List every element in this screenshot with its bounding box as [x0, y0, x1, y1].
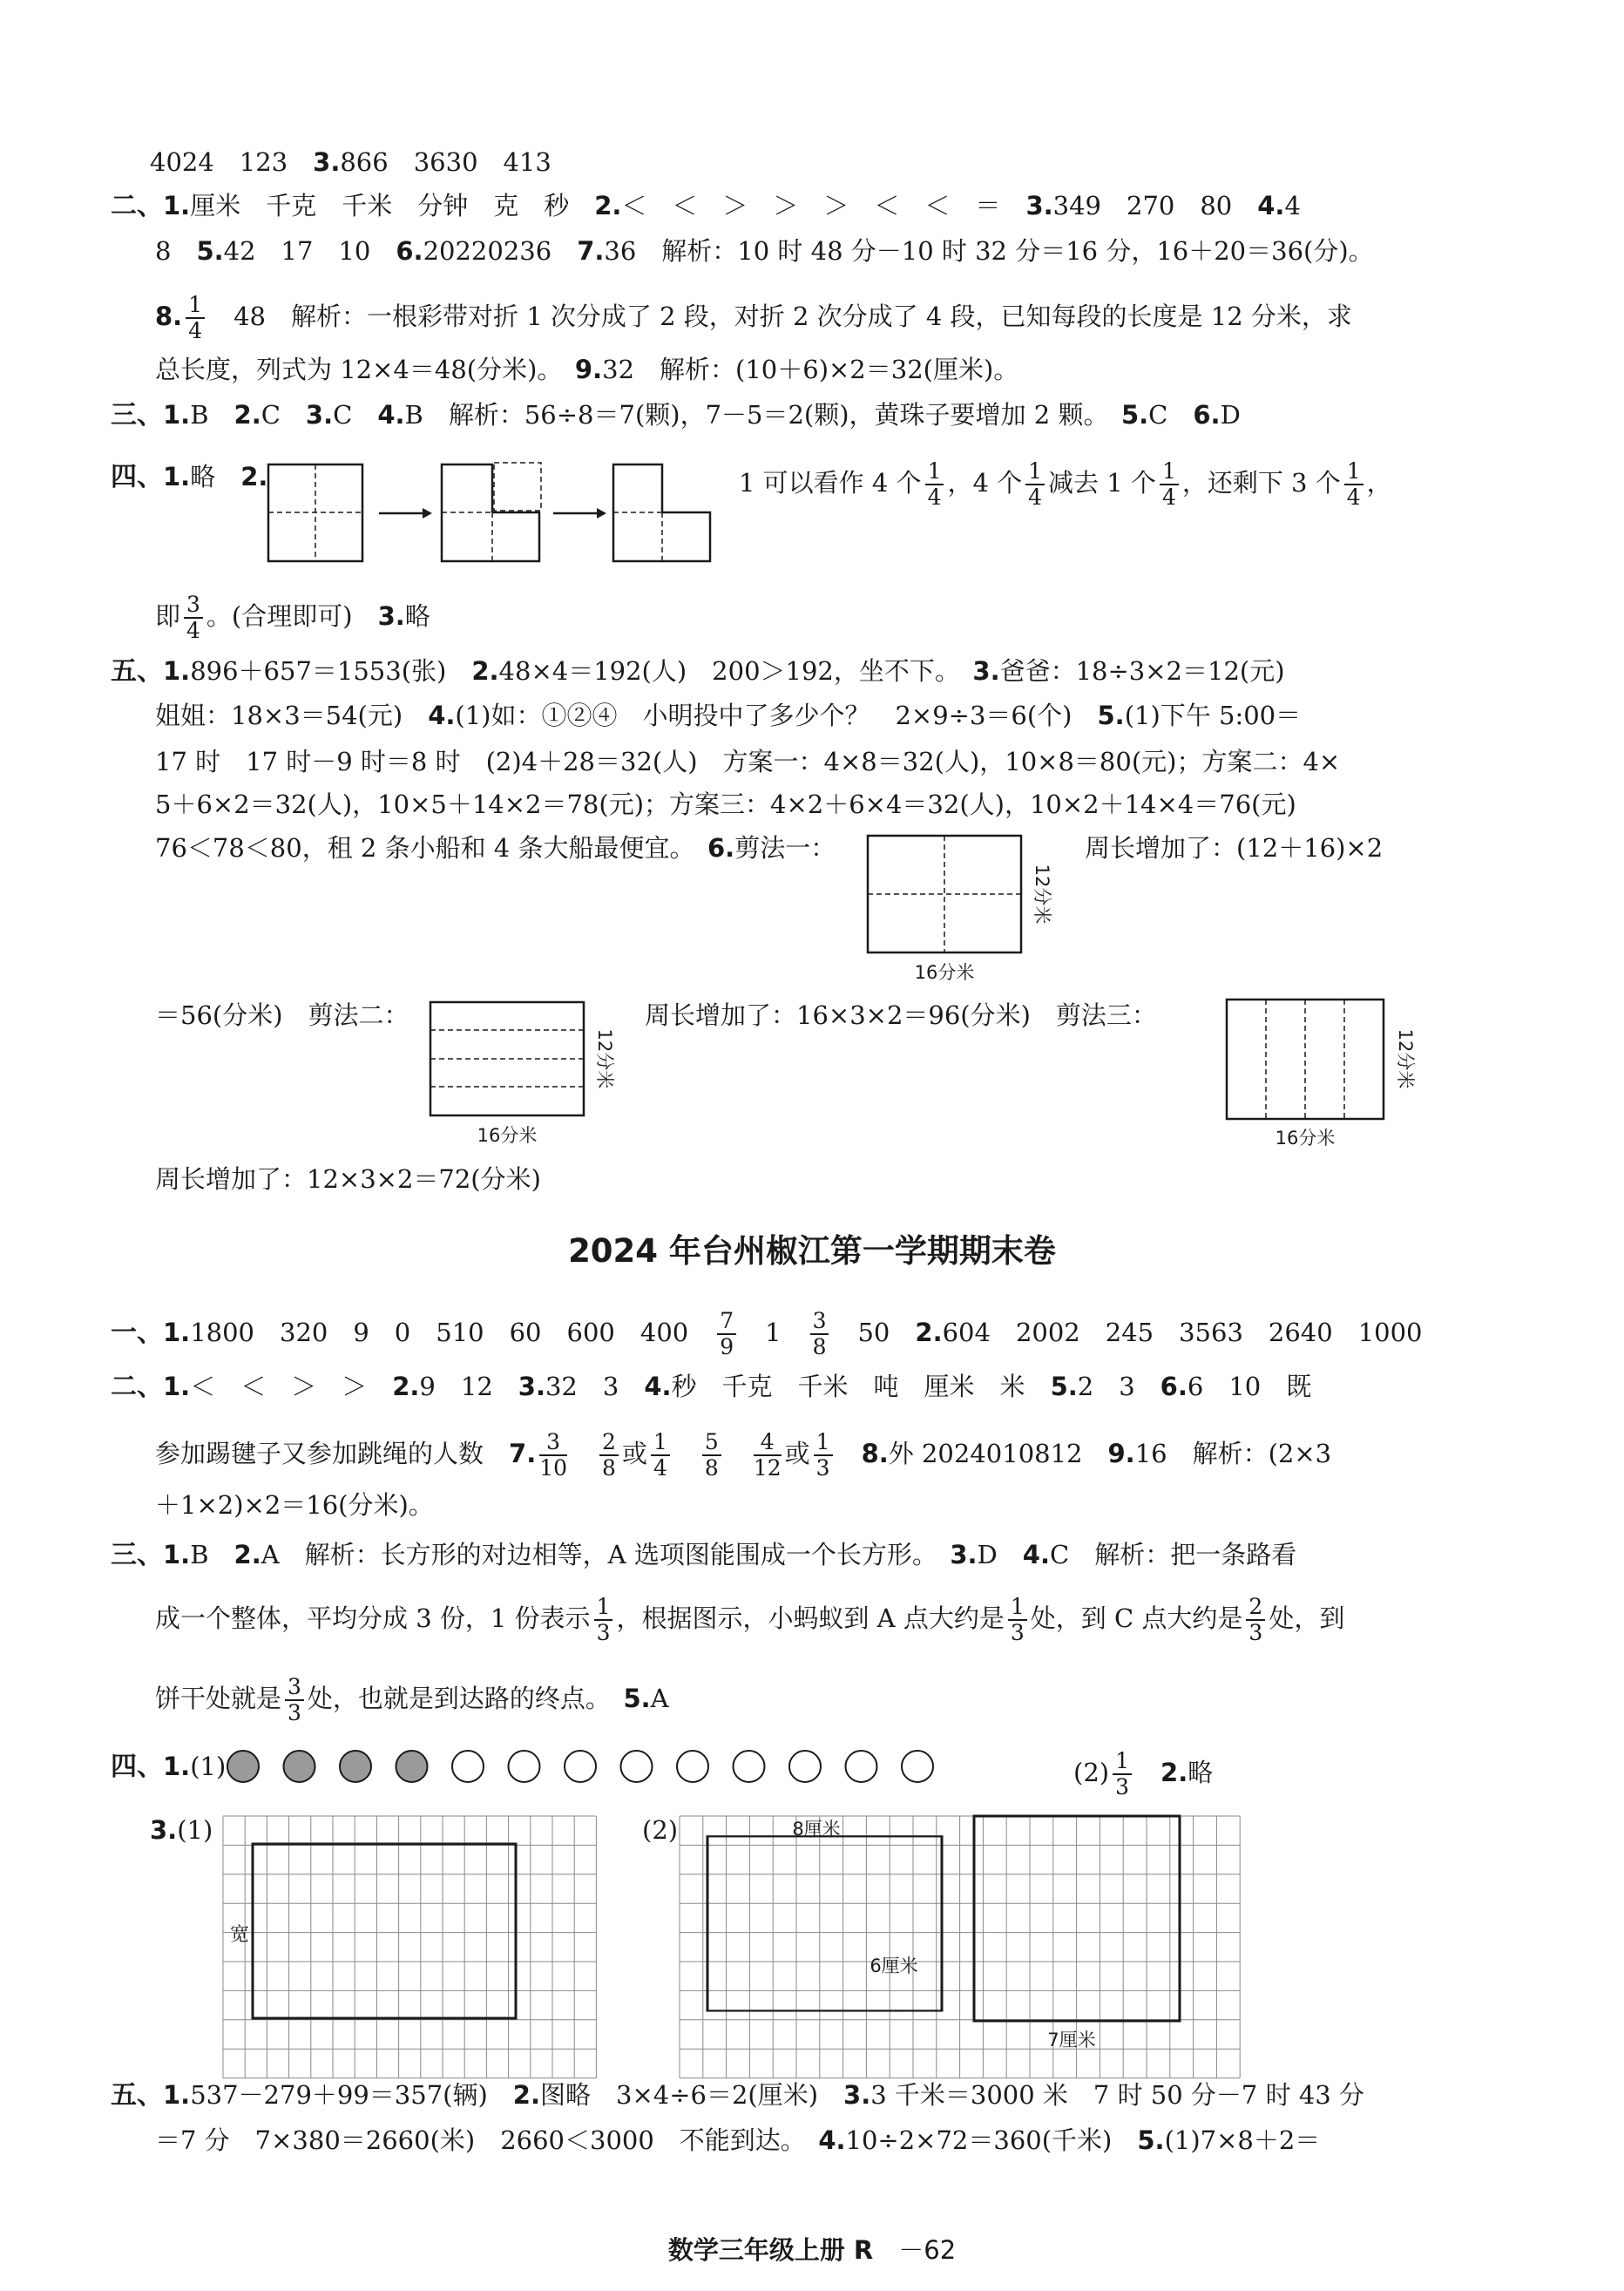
shaded-circle — [227, 1751, 259, 1782]
p2-section-2-line-2: 参加踢毽子又参加跳绳的人数 7. $\frac{3}{10}$ $\frac{2}{8}$ 或 $\frac{1}{4}$ $\frac{5}{8}$ $\frac{4}{12}$ 或 $\frac{1}{3}$ 8.外 2024010812 9.16 解析：(2×3 — [155, 1429, 1332, 1481]
shaded-circle — [340, 1751, 371, 1782]
fraction-square-diagram — [266, 462, 719, 566]
section-5-method-1-result: 周长增加了：(12＋16)×2 — [1085, 833, 1384, 863]
section-5-line-6a: ＝56(分米) 剪法二： — [155, 1000, 409, 1030]
width-label: 16分米 — [477, 1125, 538, 1146]
shaded-circle — [284, 1751, 315, 1782]
fraction: $\frac{2}{3}$ — [1246, 1595, 1265, 1645]
cut-method-2-diagram — [427, 999, 636, 1156]
fraction: $\frac{1}{4}$ — [1344, 459, 1363, 510]
p2-section-4-part-2: (2) $\frac{1}{3}$ 2.略 — [1073, 1748, 1214, 1800]
fraction: $\frac{3}{8}$ — [810, 1309, 829, 1359]
empty-circle — [509, 1751, 540, 1782]
fraction: $\frac{2}{8}$ — [599, 1430, 619, 1481]
empty-circle — [621, 1751, 653, 1782]
empty-circle — [565, 1751, 596, 1782]
empty-circle — [789, 1751, 821, 1782]
arrow-1 — [379, 508, 432, 519]
section-4-line-1: 四、1.略 2. — [111, 462, 268, 492]
p2-section-2-line-3: ＋1×2)×2＝16(分米)。 — [155, 1490, 434, 1520]
width-label: 宽 — [229, 1924, 250, 1946]
fraction: $\frac{1}{4}$ — [186, 293, 205, 343]
p2-section-3-line-3: 饼干处就是 $\frac{3}{3}$ 处，也就是到达路的终点。 5.A — [155, 1674, 669, 1725]
length-label-6cm: 6厘米 — [870, 1955, 918, 1976]
section-5-line-2: 姐姐：18×3＝54(元) 4.(1)如：①②④ 小明投中了多少个？ 2×9÷3＝6(个) 5.(1)下午 5:00＝ — [155, 701, 1302, 730]
section-5-line-5: 76＜78＜80，租 2 条小船和 4 条大船最便宜。 6.剪法一： — [155, 833, 836, 863]
section-5-line-7: 周长增加了：12×3×2＝72(分米) — [155, 1164, 541, 1194]
fraction: $\frac{1}{3}$ — [594, 1595, 613, 1645]
p2-section-2-line-1: 二、1.＜ ＜ ＞ ＞ 2.9 12 3.32 3 4.秒 千克 千米 吨 厘米 米 5.2 3 6.6 10 既 — [111, 1372, 1312, 1402]
fraction: $\frac{5}{8}$ — [702, 1430, 721, 1481]
fraction: $\frac{3}{4}$ — [184, 593, 203, 643]
empty-circle — [452, 1751, 484, 1782]
fraction: $\frac{1}{4}$ — [1160, 459, 1179, 510]
p2-section-4-label: 四、1.(1) — [111, 1752, 227, 1782]
fraction: $\frac{3}{10}$ — [539, 1429, 568, 1481]
p2-section-5-line-1: 五、1.537－279＋99＝357(辆) 2.图略 3×4÷6＝2(厘米) 3.3 千米＝3000 米 7 时 50 分－7 时 43 分 — [111, 2080, 1364, 2111]
grid-diagram-2 — [678, 1814, 1244, 2076]
fraction: $\frac{7}{9}$ — [717, 1309, 736, 1359]
page-number: －62 — [898, 2235, 957, 2265]
p2-section-1-line: 一、1.1800 320 9 0 510 60 600 400 $\frac{7}{9}$ 1 $\frac{3}{8}$ 50 2.604 2002 245 3563 2640 1000 — [111, 1308, 1423, 1359]
fraction: $\frac{1}{4}$ — [651, 1430, 670, 1481]
square-whole — [268, 464, 362, 561]
height-label: 12分米 — [1032, 864, 1052, 925]
width-label: 16分米 — [1275, 1128, 1336, 1149]
empty-circle — [734, 1751, 765, 1782]
fraction: $\frac{1}{3}$ — [1008, 1595, 1027, 1645]
fraction: $\frac{1}{3}$ — [814, 1430, 833, 1481]
p2-section-3-line-1: 三、1.B 2.A 解析：长方形的对边相等，A 选项图能围成一个长方形。 3.D 4.C 解析：把一条路看 — [111, 1540, 1297, 1570]
footer-subject: 数学三年级上册 R — [667, 2235, 874, 2265]
square-removing-quarter — [442, 463, 541, 561]
empty-circle — [677, 1751, 708, 1782]
section-2-line-3: 8. $\frac{1}{4}$ 48 解析：一根彩带对折 1 次分成了 2 段，对折 2 次分成了 4 段，已知每段的长度是 12 分米，求 — [155, 292, 1352, 343]
cut-method-3-diagram — [1223, 996, 1432, 1153]
fraction: $\frac{1}{4}$ — [1025, 459, 1045, 510]
section-5-line-4: 5＋6×2＝32(人)，10×5＋14×2＝78(元)；方案三：4×2＋6×4＝32(人)，10×2＋14×4＝76(元) — [155, 790, 1296, 819]
empty-circle — [902, 1751, 933, 1782]
empty-circle — [846, 1751, 877, 1782]
p2-section-5-line-2: ＝7 分 7×380＝2660(米) 2660＜3000 不能到达。 4.10÷2×72＝360(千米) 5.(1)7×8＋2＝ — [155, 2125, 1321, 2155]
section-3-line: 三、1.B 2.C 3.C 4.B 解析：56÷8＝7(颗)，7－5＝2(颗)，黄珠子要增加 2 颗。 5.C 6.D — [111, 400, 1241, 430]
fraction: $\frac{1}{3}$ — [1113, 1749, 1132, 1800]
fraction: $\frac{3}{3}$ — [285, 1675, 304, 1725]
exam-title: 2024 年台州椒江第一学期期末卷 — [568, 1232, 1056, 1270]
section-4-explanation: 1 可以看作 4 个 $\frac{1}{4}$ ，4 个 $\frac{1}{4}$ 减去 1 个 $\frac{1}{4}$ ，还剩下 3 个 $\frac{1}{4}$ ， — [739, 458, 1392, 510]
length-label-8cm: 8厘米 — [792, 1819, 841, 1840]
fraction: $\frac{1}{4}$ — [925, 459, 944, 510]
height-label: 12分米 — [594, 1028, 615, 1089]
section-5-line-3: 17 时 17 时－9 时＝8 时 (2)4＋28＝32(人) 方案一：4×8＝32(人)，10×8＝80(元)；方案二：4× — [155, 747, 1341, 776]
circles-diagram — [222, 1745, 1050, 1788]
p2-section-4-q3-part2-label: (2) — [642, 1815, 679, 1845]
height-label: 12分米 — [1395, 1028, 1416, 1089]
section-4-line-2: 即 $\frac{3}{4}$ 。(合理即可) 3.略 — [155, 592, 430, 643]
cut-method-1-diagram — [864, 832, 1073, 989]
square-three-quarters — [613, 464, 710, 561]
p2-section-3-line-2: 成一个整体，平均分成 3 份，1 份表示 $\frac{1}{3}$ ，根据图示，小蚂蚁到 A 点大约是 $\frac{1}{3}$ 处，到 C 点大约是 $\frac{2}{3}$ 处，到 — [155, 1594, 1345, 1645]
section-2-line-4: 总长度，列式为 12×4＝48(分米)。 9.32 解析：(10＋6)×2＝32(厘米)。 — [155, 355, 1019, 384]
width-label: 16分米 — [914, 962, 975, 983]
shaded-circle — [396, 1751, 428, 1782]
length-label-7cm: 7厘米 — [1047, 2030, 1096, 2050]
answer-line: 4024 123 3.866 3630 413 — [150, 147, 551, 177]
grid-diagram-1 — [220, 1814, 612, 2076]
p2-section-4-q3-label: 3.(1) — [150, 1815, 213, 1845]
section-5-line-1: 五、1.896＋657＝1553(张) 2.48×4＝192(人) 200＞192，坐不下。 3.爸爸：18÷3×2＝12(元) — [111, 656, 1285, 687]
section-2-line-1: 二、1.厘米 千克 千米 分钟 克 秒 2.＜ ＜ ＞ ＞ ＞ ＜ ＜ ＝ 3.349 270 80 4.4 — [111, 191, 1301, 221]
section-2-line-2: 8 5.42 17 10 6.20220236 7.36 解析：10 时 48 分－10 时 32 分＝16 分，16＋20＝36(分)。 — [155, 236, 1374, 266]
fraction: $\frac{4}{12}$ — [753, 1429, 782, 1481]
page-footer — [0, 2231, 1624, 2267]
arrow-2 — [553, 508, 606, 519]
section-5-line-6b: 周长增加了：16×3×2＝96(分米) 剪法三： — [645, 1000, 1157, 1030]
